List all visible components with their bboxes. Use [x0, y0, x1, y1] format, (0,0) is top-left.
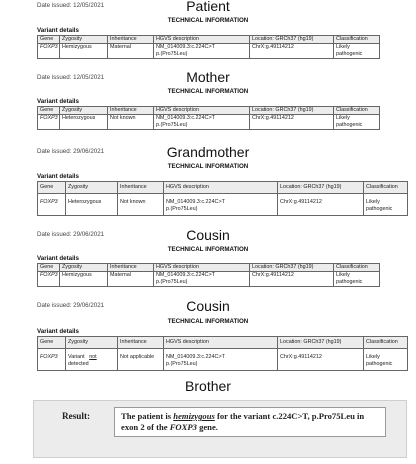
column-header: HGVS description — [154, 36, 250, 44]
report-title: Brother — [185, 378, 231, 394]
variant-details-label: Variant details — [37, 27, 79, 34]
variant-table — [37, 106, 380, 130]
zygosity-cell: Heterozygous — [66, 194, 118, 216]
location-cell: ChrX:g.49114212 — [250, 272, 334, 287]
column-header: Location: GRCh37 (hg19) — [250, 36, 334, 44]
classification-cell: Likely pathogenic — [334, 272, 380, 287]
report-date: Date issued: 29/06/2021 — [37, 302, 105, 309]
column-header: Gene — [38, 337, 66, 349]
table-header-row — [38, 107, 380, 115]
report-date: Date issued: 29/06/2021 — [37, 231, 105, 238]
location-cell: ChrX:g.49114212 — [278, 349, 364, 371]
column-header: Gene — [38, 264, 60, 272]
variant-table — [37, 263, 380, 287]
report-date: Date issued: 12/05/2021 — [37, 2, 105, 9]
column-header: Classification — [334, 107, 380, 115]
column-header: Zygosity — [60, 264, 108, 272]
inheritance-cell: Not applicable — [118, 349, 164, 371]
column-header: Zygosity — [66, 337, 118, 349]
zygosity-cell: Heterozygous — [60, 115, 108, 130]
technical-information-heading: TECHNICAL INFORMATION — [167, 318, 249, 325]
variant-details-label: Variant details — [37, 255, 79, 262]
report-date: Date issued: 29/06/2021 — [37, 148, 105, 155]
technical-information-heading: TECHNICAL INFORMATION — [167, 17, 249, 24]
variant-table — [37, 35, 380, 59]
result-panel — [33, 400, 407, 458]
column-header: Gene — [38, 182, 66, 194]
inheritance-cell: Not known — [118, 194, 164, 216]
column-header: Gene — [38, 36, 60, 44]
inheritance-cell: Maternal — [108, 44, 154, 59]
table-header-row — [38, 264, 380, 272]
report-title: Cousin — [186, 227, 230, 243]
hgvs-cell: NM_014009.3:c.224C>T p.(Pro75Leu) — [164, 194, 278, 216]
column-header: Classification — [334, 36, 380, 44]
zygosity-cell: Hemizygous — [60, 44, 108, 59]
column-header: Zygosity — [66, 182, 118, 194]
report-title: Patient — [186, 0, 230, 14]
hgvs-cell: NM_014009.3:c.224C>T p.(Pro75Leu) — [154, 272, 250, 287]
table-row — [38, 272, 380, 287]
variant-details-label: Variant details — [37, 328, 79, 335]
report-date: Date issued: 12/05/2021 — [37, 74, 105, 81]
column-header: HGVS description — [164, 337, 278, 349]
hgvs-cell: NM_014009.3:c.224C>T p.(Pro75Leu) — [154, 44, 250, 59]
table-header-row — [38, 337, 408, 349]
report-title: Grandmother — [166, 144, 250, 160]
column-header: Location: GRCh37 (hg19) — [250, 107, 334, 115]
column-header: Inheritance — [108, 36, 154, 44]
column-header: HGVS description — [164, 182, 278, 194]
table-row — [38, 44, 380, 59]
hgvs-cell: NM_014009.3:c.224C>T p.(Pro75Leu) — [164, 349, 278, 371]
table-header-row — [38, 36, 380, 44]
gene-cell: FOXP3 — [38, 349, 66, 371]
column-header: Inheritance — [108, 264, 154, 272]
variant-table — [37, 336, 408, 371]
table-row — [38, 115, 380, 130]
location-cell: ChrX:g.49114212 — [250, 44, 334, 59]
variant-details-label: Variant details — [37, 173, 79, 180]
classification-cell: Likely pathogenic — [334, 115, 380, 130]
technical-information-heading: TECHNICAL INFORMATION — [167, 88, 249, 95]
column-header: Classification — [364, 337, 408, 349]
column-header: Location: GRCh37 (hg19) — [278, 182, 364, 194]
gene-cell: FOXP3 — [38, 44, 60, 59]
column-header: Classification — [334, 264, 380, 272]
technical-information-heading: TECHNICAL INFORMATION — [167, 246, 249, 253]
column-header: Location: GRCh37 (hg19) — [250, 264, 334, 272]
technical-information-heading: TECHNICAL INFORMATION — [167, 163, 249, 170]
column-header: Inheritance — [118, 182, 164, 194]
column-header: Inheritance — [108, 107, 154, 115]
column-header: Zygosity — [60, 36, 108, 44]
report-title: Cousin — [186, 298, 230, 314]
gene-cell: FOXP3 — [38, 272, 60, 287]
variant-details-label: Variant details — [37, 98, 79, 105]
column-header: Classification — [364, 182, 408, 194]
zygosity-cell: Variant not detected — [66, 349, 118, 371]
inheritance-cell: Not known — [108, 115, 154, 130]
column-header: HGVS description — [154, 264, 250, 272]
location-cell: ChrX:g.49114212 — [250, 115, 334, 130]
classification-cell: Likely pathogenic — [364, 349, 408, 371]
classification-cell: Likely pathogenic — [364, 194, 408, 216]
variant-table — [37, 181, 408, 216]
classification-cell: Likely pathogenic — [334, 44, 380, 59]
column-header: Gene — [38, 107, 60, 115]
table-row — [38, 194, 408, 216]
column-header: HGVS description — [154, 107, 250, 115]
gene-cell: FOXP3 — [38, 115, 60, 130]
table-header-row — [38, 182, 408, 194]
location-cell: ChrX:g.49114212 — [278, 194, 364, 216]
hgvs-cell: NM_014009.3:c.224C>T p.(Pro75Leu) — [154, 115, 250, 130]
column-header: Inheritance — [118, 337, 164, 349]
result-label: Result: — [62, 411, 91, 421]
table-row — [38, 349, 408, 371]
zygosity-cell: Hemizygous — [60, 272, 108, 287]
result-text: The patient is hemizygous for the variant c.224C>T, p.Pro75Leu in exon 2 of the FOXP3 gene. — [114, 407, 386, 437]
report-title: Mother — [186, 69, 230, 85]
inheritance-cell: Maternal — [108, 272, 154, 287]
column-header: Location: GRCh37 (hg19) — [278, 337, 364, 349]
column-header: Zygosity — [60, 107, 108, 115]
gene-cell: FOXP3 — [38, 194, 66, 216]
